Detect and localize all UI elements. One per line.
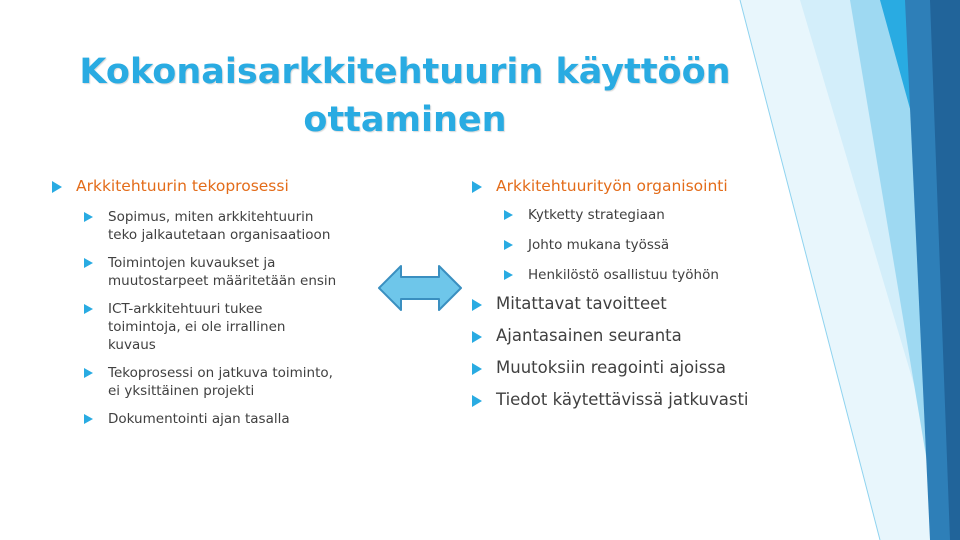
double-arrow-icon [377,263,463,313]
triangle-bullet-icon [84,304,93,314]
right-column [472,176,802,410]
triangle-bullet-icon [504,240,513,250]
list-item-line: Tekoprosessi on jatkuva toiminto, [108,365,333,381]
triangle-bullet-icon [472,181,482,193]
triangle-bullet-icon [52,181,62,193]
list-item [52,300,372,354]
list-item-line: Muutoksiin reagointi ajoissa [496,358,727,377]
list-item [472,294,802,314]
list-item-line: Mitattavat tavoitteet [496,294,667,313]
list-item [472,206,802,224]
triangle-bullet-icon [504,270,513,280]
triangle-bullet-icon [472,363,482,375]
slide-title [60,48,750,144]
list-item [52,254,372,290]
list-item-line: Toimintojen kuvaukset ja [108,255,276,271]
list-item-line: teko jalkautetaan organisaatioon [108,227,331,243]
double-arrow-shape [379,266,461,310]
list-item [52,410,372,428]
left-heading-item [52,176,372,196]
list-item [52,364,372,400]
triangle-bullet-icon [84,368,93,378]
list-item [472,358,802,378]
list-item [472,390,802,410]
slide-title-line1: Kokonaisarkkitehtuurin käyttöön [79,52,731,92]
list-item-line: Johto mukana työssä [528,237,670,253]
list-item-line: toimintoja, ei ole irrallinen [108,319,286,335]
right-heading: Arkkitehtuurityön organisointi [496,177,728,195]
slide-title-line2: ottaminen [303,100,507,140]
list-item-line: Ajantasainen seuranta [496,326,682,345]
triangle-bullet-icon [84,212,93,222]
right-heading-item [472,176,802,196]
list-item-line: Sopimus, miten arkkitehtuurin [108,209,314,225]
left-heading: Arkkitehtuurin tekoprosessi [76,177,289,195]
list-item-line: Tiedot käytettävissä jatkuvasti [496,390,749,409]
list-item-line: muutostarpeet määritetään ensin [108,273,337,289]
list-item [472,266,802,284]
triangle-bullet-icon [84,414,93,424]
triangle-bullet-icon [504,210,513,220]
left-column [52,176,372,428]
list-item-line: ICT-arkkitehtuuri tukee [108,301,263,317]
list-item [472,326,802,346]
triangle-bullet-icon [84,258,93,268]
triangle-bullet-icon [472,331,482,343]
triangle-bullet-icon [472,395,482,407]
list-item-line: ei yksittäinen projekti [108,383,255,399]
triangle-bullet-icon [472,299,482,311]
list-item-line: kuvaus [108,337,156,353]
list-item-line: Kytketty strategiaan [528,207,665,223]
list-item [472,236,802,254]
list-item-line: Henkilöstö osallistuu työhön [528,267,719,283]
list-item [52,208,372,244]
list-item-line: Dokumentointi ajan tasalla [108,411,290,427]
